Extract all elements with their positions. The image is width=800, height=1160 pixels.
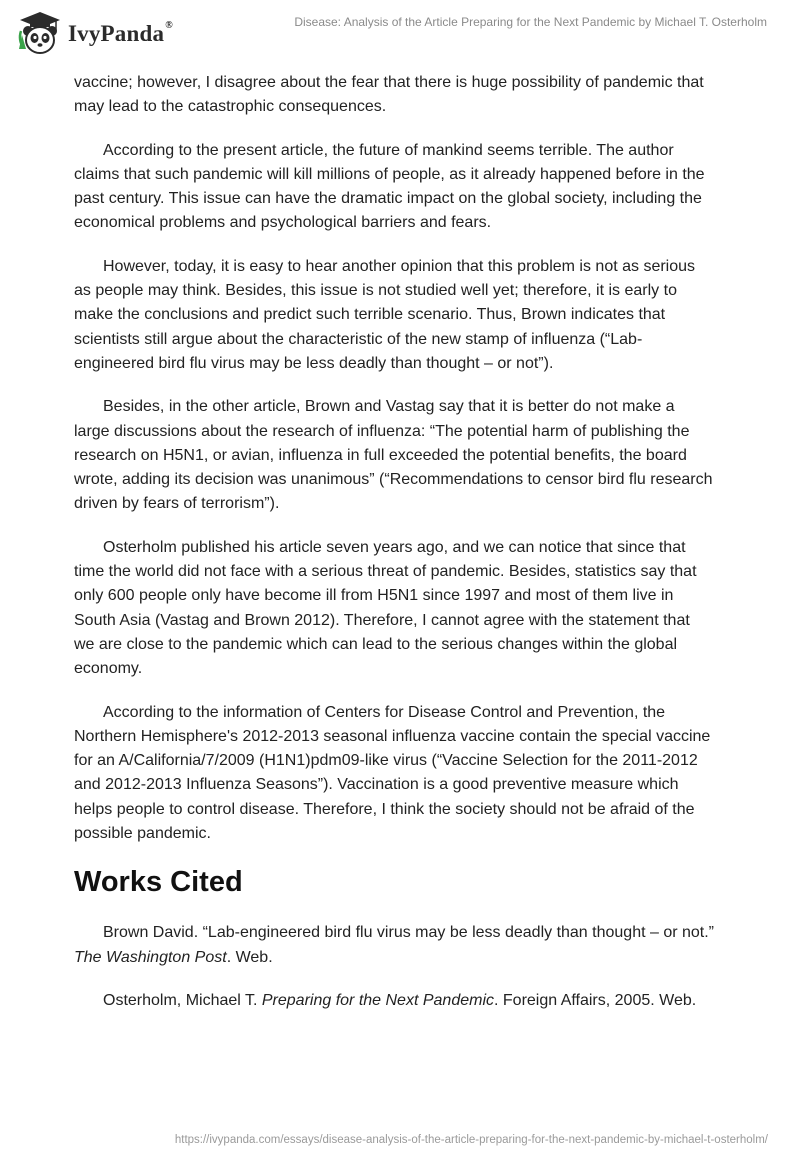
paragraph: According to the present article, the future of mankind seems terrible. The author claims that such pandemic will kill millions of people, as it already happened before in the past century. This issue can have the dramatic impact on the global society, including the economical problems and psychological barriers and fears.: [74, 141, 705, 232]
paragraph: However, today, it is easy to hear another opinion that this problem is not as serious as people may think. Besides, this issue is not studied well yet; therefore, it is early to make the conclusions and predict such terrible scenario. Thus, Brown indicates that scientists still argue about the characteristic of the new stamp of influenza (“Lab-engineered bird flu virus may be less deadly than thought – or not”).: [74, 257, 696, 372]
paragraph-continued: vaccine; however, I disagree about the fear that there is huge possibility of pandemic that may lead to the catastrophic consequences.: [74, 74, 704, 116]
works-cited-heading: Works Cited: [74, 866, 243, 899]
ivypanda-logo[interactable]: [16, 9, 173, 57]
citation-entry: Brown David. “Lab-engineered bird flu virus may be less deadly than thought – or not.” The Washington Post. Web.: [74, 924, 715, 966]
citation-entry: Osterholm, Michael T. Preparing for the Next Pandemic. Foreign Affairs, 2005. Web.: [103, 991, 697, 1009]
source-url-link[interactable]: https://ivypanda.com/essays/disease-analysis-of-the-article-preparing-for-the-next-pandemic-by-michael-t-osterholm/: [174, 1134, 768, 1146]
paragraph: Osterholm published his article seven years ago, and we can notice that since that time the world did not face with a serious threat of pandemic. Besides, statistics say that only 600 people only have become ill from H5N1 since 1997 and most of them live in South Asia (Vastag and Brown 2012). Therefore, I cannot agree with the statement that we are close to the pandemic which can lead to the serious changes within the global economy.: [74, 538, 697, 678]
paragraph: Besides, in the other article, Brown and Vastag say that it is better do not make a large discussions about the research of influenza: “The potential harm of publishing the research on H5N1, or avian, influenza in full exceeded the potential benefits, the board wrote, adding its decision was unanimous” (“Recommendations to censor bird flu research driven by fears of terrorism”).: [74, 398, 713, 513]
brand-name: IvyPanda®: [68, 20, 173, 46]
page-header: [0, 0, 800, 62]
panda-graduate-icon: [16, 9, 64, 57]
document-title: Disease: Analysis of the Article Preparing for the Next Pandemic by Michael T. Osterholm: [294, 15, 767, 29]
paragraph: According to the information of Centers for Disease Control and Prevention, the Northern Hemisphere's 2012-2013 seasonal influenza vaccine contain the special vaccine for an A/California/7/2009 (H1N1)pdm09-like virus (“Vaccine Selection for the 2011-2012 and 2012-2013 Influenza Seasons”). Vaccination is a good preventive measure which helps people to control disease. Therefore, I think the society should not be afraid of the possible pandemic.: [74, 703, 711, 843]
essay-body: [74, 71, 714, 1032]
